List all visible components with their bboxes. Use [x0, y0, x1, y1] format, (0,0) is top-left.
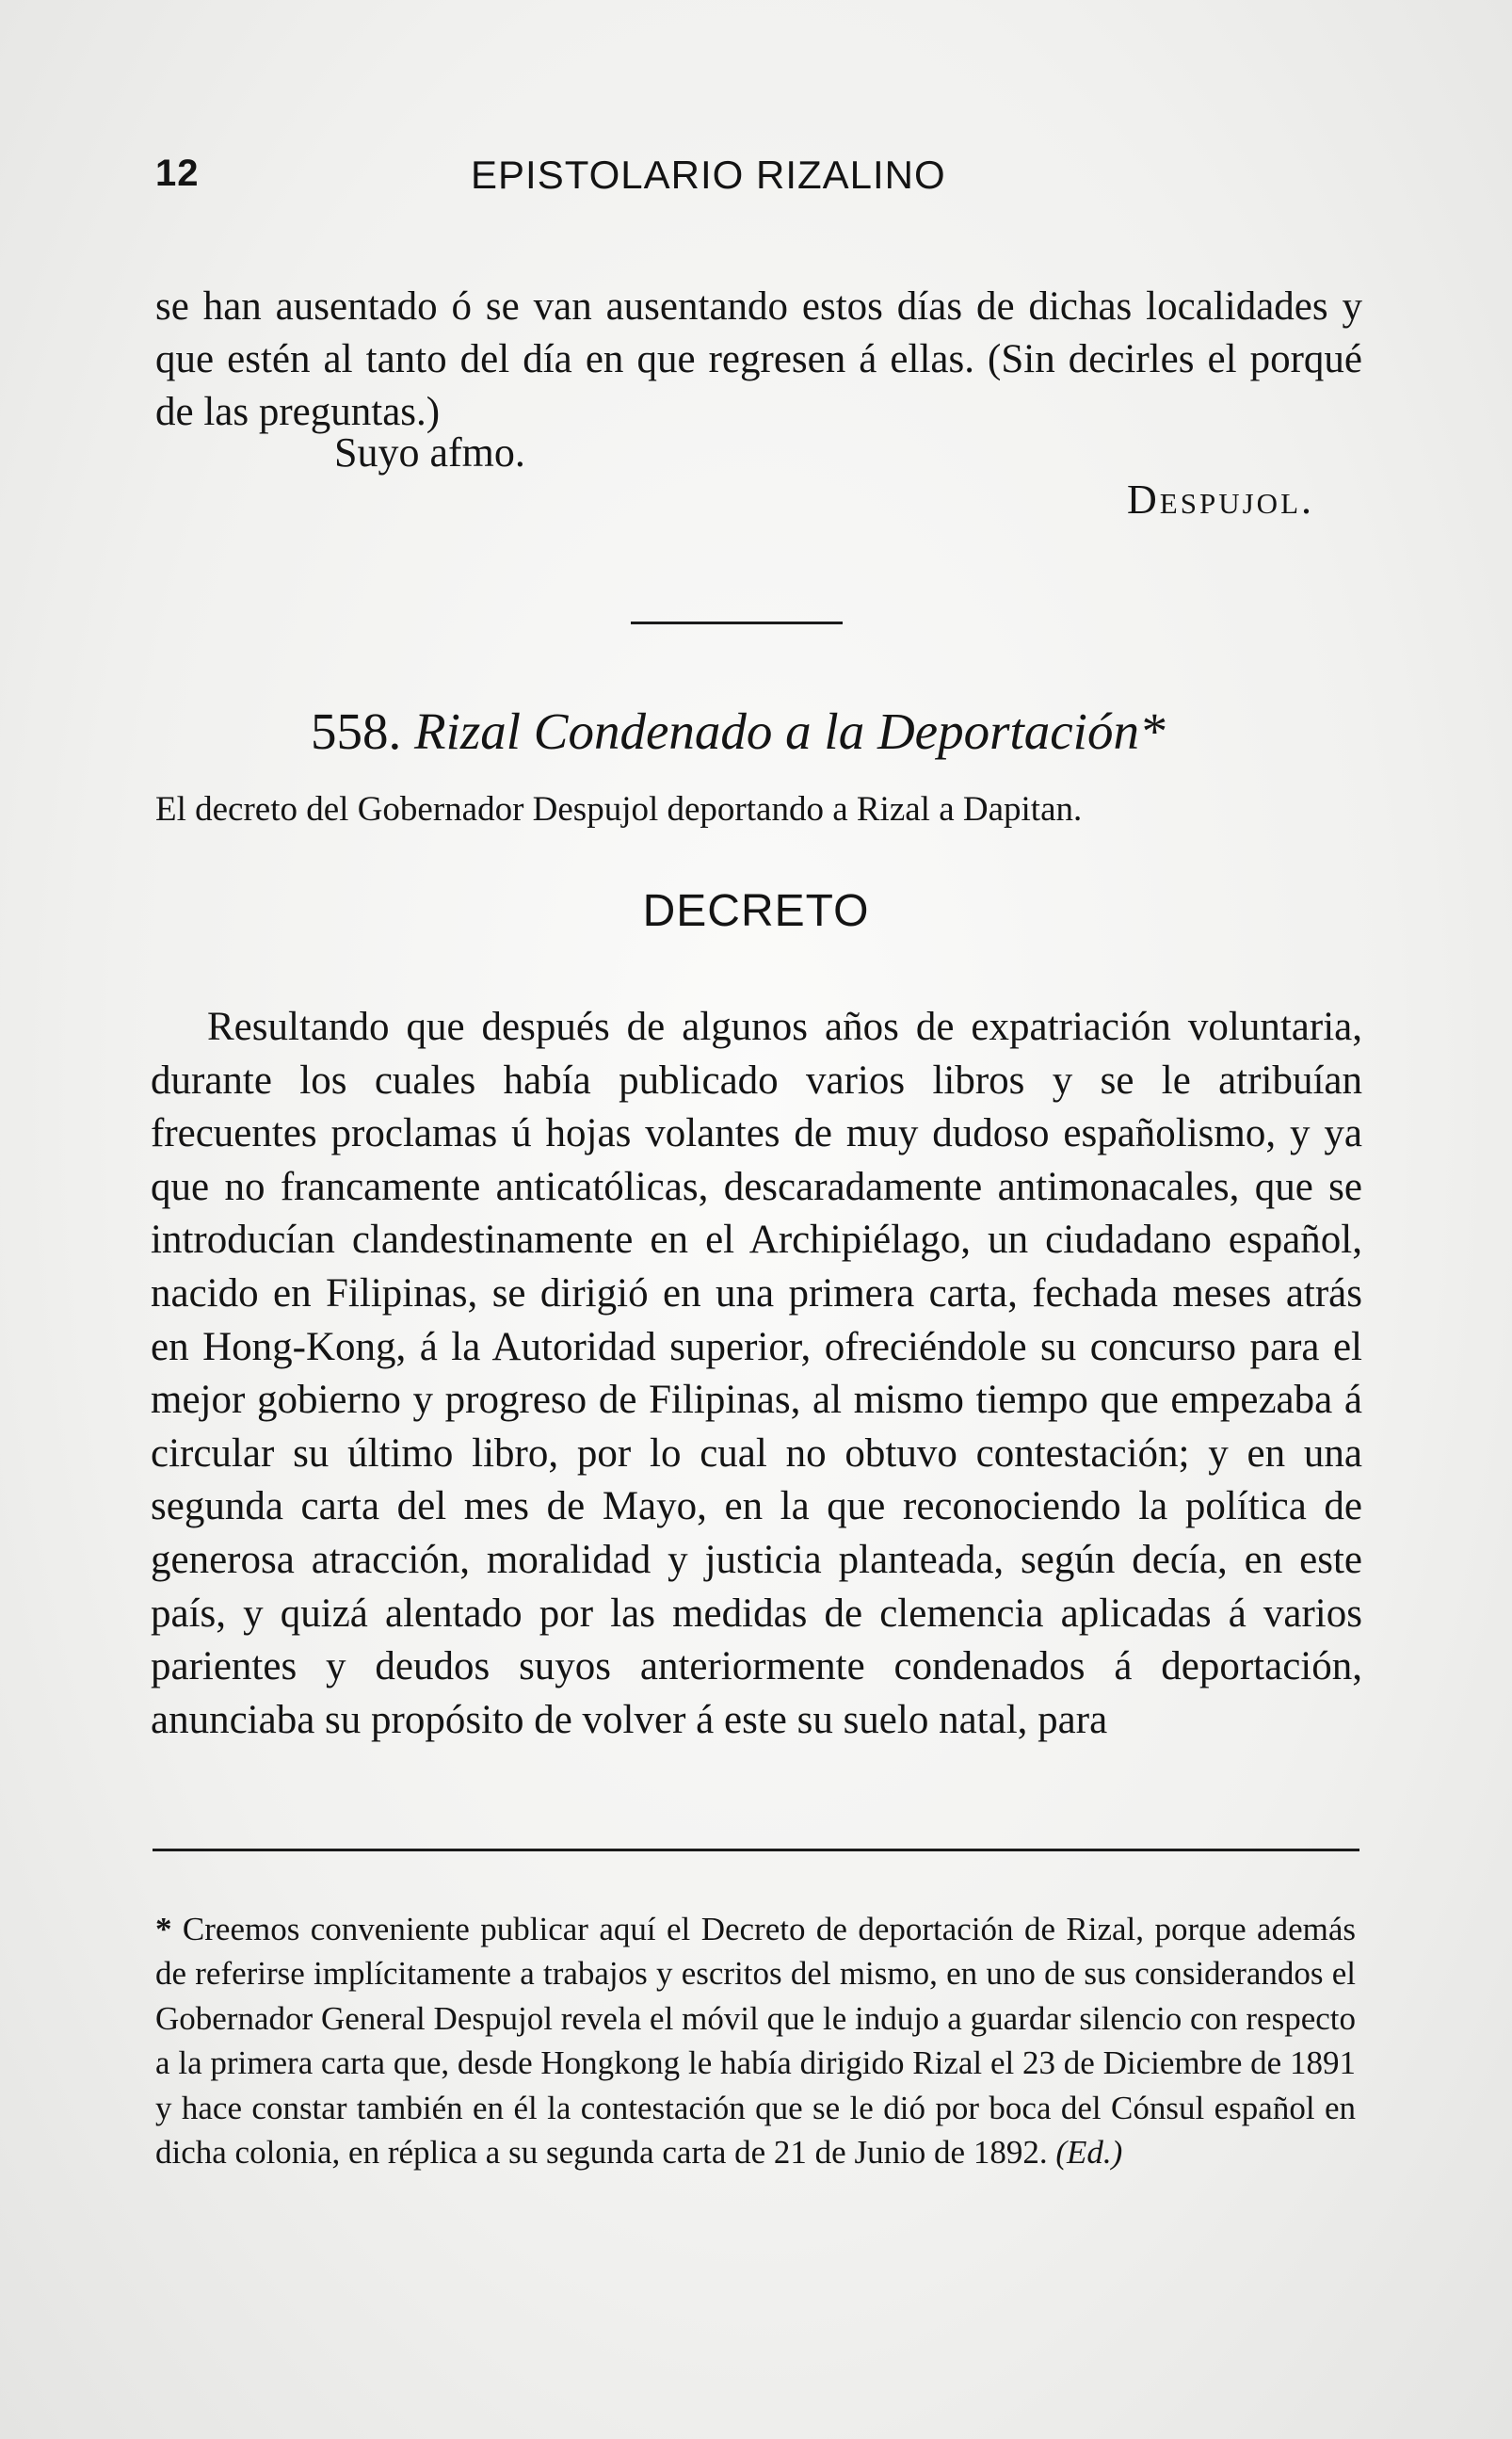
decree-title: DECRETO	[642, 886, 870, 936]
footnote	[155, 1907, 1356, 2174]
running-title: EPISTOLARIO RIZALINO	[471, 153, 946, 197]
section-heading	[311, 702, 1165, 761]
decree-body: Resultando que después de algunos años de expatriación voluntaria, durante los cuales había publicado varios libros y se le atribuían frecuentes proclamas ú hojas volantes de muy dudoso españolismo, y ya que no francamente anticatólicas, descaradamente antimonacales, que se introducían clandestinamente en el Archipiélago, un ciudadano español, nacido en Filipinas, se dirigió en una primera carta, fechada meses atrás en Hong-Kong, á la Autoridad superior, ofreciéndole su concurso para el mejor gobierno y progreso de Filipinas, al mismo tiempo que empezaba á circular su último libro, por lo cual no obtuvo contestación; y en una segunda carta del mes de Mayo, en la que reconociendo la política de generosa atracción, moralidad y justicia planteada, según decía, en este país, y quizá alentado por las medidas de clemencia aplicadas á varios parientes y deudos suyos anteriormente condenados á deportación, anunciaba su propósito de volver á este su suelo natal, para	[151, 1005, 1362, 1742]
letter-closing: Suyo afmo.	[334, 429, 525, 476]
running-head	[155, 153, 1365, 209]
page-number: 12	[155, 153, 200, 194]
footnote-divider	[153, 1849, 1359, 1851]
section-divider	[631, 622, 843, 624]
editor-mark: (Ed.)	[1055, 2134, 1123, 2172]
intro-paragraph: se han ausentado ó se van ausentando estos días de dichas localidades y que estén al tanto del día en que regresen á ellas. (Sin decirles el porqué de las preguntas.)	[155, 284, 1362, 434]
section-subheading: El decreto del Gobernador Despujol deportando a Rizal a Dapitan.	[155, 790, 1083, 829]
signature: Despujol.	[1127, 476, 1314, 523]
section-number: 558.	[311, 703, 402, 760]
section-title: Rizal Condenado a la Deportación*	[414, 703, 1166, 760]
footnote-marker: *	[155, 1911, 172, 1947]
footnote-text: Creemos conveniente publicar aquí el Decreto de deportación de Rizal, porque además de referirse implícitamente a trabajos y escritos del mismo, en uno de sus considerandos el Gobernador General Despujol revela el móvil que le indujo a guardar silencio con respecto a la primera carta que, desde Hongkong le había dirigido Rizal el 23 de Diciembre de 1891 y hace constar también en él la contestación que se le dió por boca del Cónsul español en dicha colonia, en réplica a su segunda carta de 21 de Junio de 1892.	[155, 1911, 1356, 2172]
